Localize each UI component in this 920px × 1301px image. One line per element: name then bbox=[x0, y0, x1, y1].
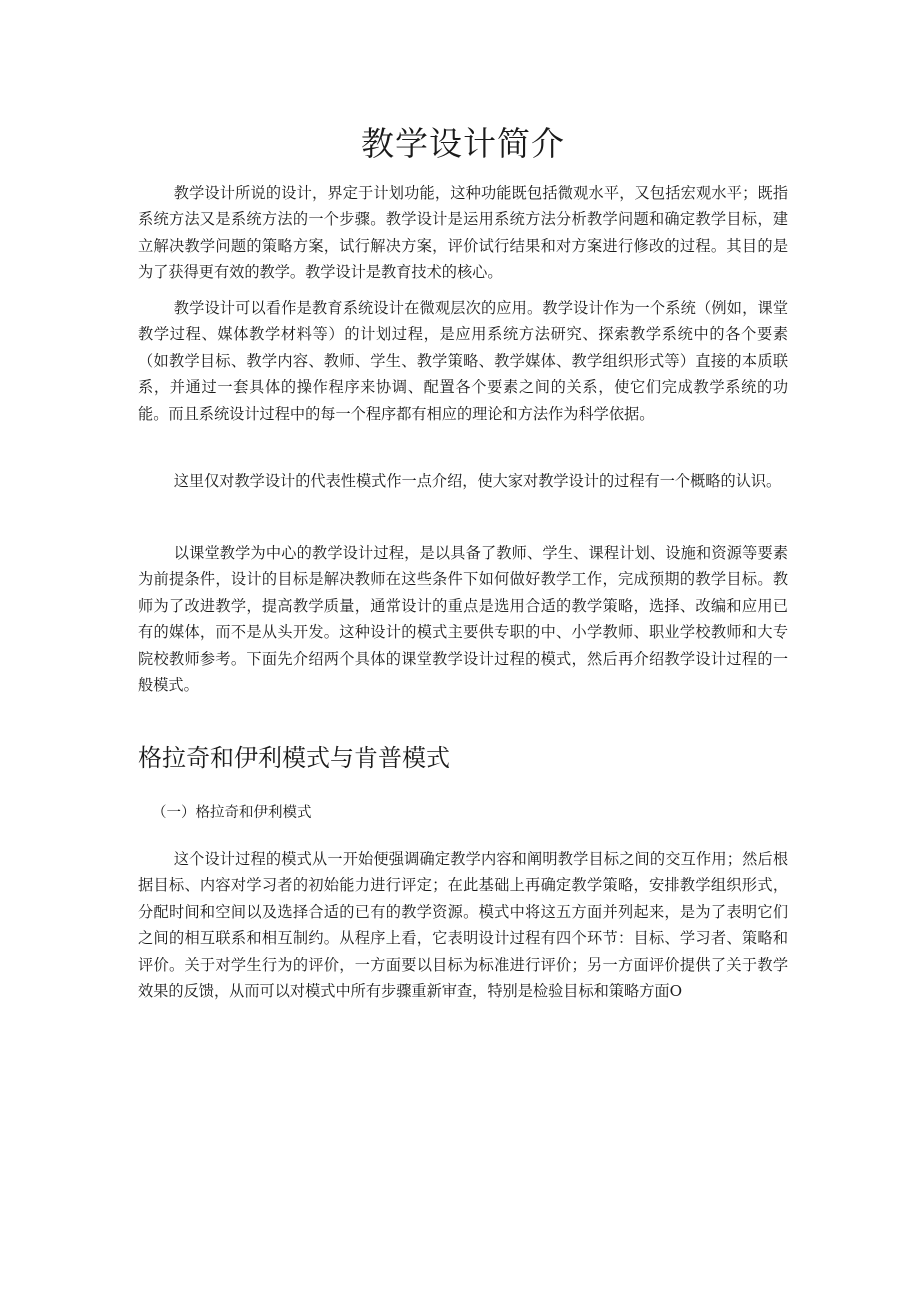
paragraph-system-application: 教学设计可以看作是教育系统设计在微观层次的应用。教学设计作为一个系统（例如，课堂教学过程、媒体教学材料等）的计划过程，是应用系统方法研究、探索教学系统中的各个要素（如教学目标、教学内容、教师、学生、教学策略、教学媒体、教学组织形式等）直接的本质联系，并通过一套具体的操作程序来协调、配置各个要素之间的关系，使它们完成教学系统的功能。而且系统设计过程中的每一个程序都有相应的理论和方法作为科学依据。 bbox=[138, 299, 788, 423]
paragraph-introduction: 这里仅对教学设计的代表性模式作一点介绍，使大家对教学设计的过程有一个概略的认识。 bbox=[173, 472, 782, 490]
paragraph-gerlach-ely-model: 这个设计过程的模式从一开始便强调确定教学内容和阐明教学目标之间的交互作用；然后根据目标、内容对学习者的初始能力进行评定；在此基础上再确定教学策略，安排教学组织形式，分配时间和空间以及选择合适的已有的教学资源。模式中将这五方面并列起来，是为了表明它们之间的相互联系和相互制约。从程序上看，它表明设计过程有四个环节：目标、学习者、策略和评价。关于对学生行为的评价，一方面要以目标为标准进行评价；另一方面评价提供了关于教学效果的反馈，从而可以对模式中所有步骤重新审查，特别是检验目标和策略方面O bbox=[138, 850, 788, 1001]
paragraph-classroom-design: 以课堂教学为中心的教学设计过程，是以具备了教师、学生、课程计划、设施和资源等要素为前提条件，设计的目标是解决教师在这些条件下如何做好教学工作，完成预期的教学目标。教师为了改进教学，提高教学质量，通常设计的重点是选用合适的教学策略，选择、改编和应用已有的媒体，而不是从头开发。这种设计的模式主要供专职的中、小学教师、职业学校教师和大专院校教师参考。下面先介绍两个具体的课堂教学设计过程的模式，然后再介绍教学设计过程的一般模式。 bbox=[138, 544, 788, 695]
paragraph-definition: 教学设计所说的设计，界定于计划功能，这种功能既包括微观水平，又包括宏观水平；既指系统方法又是系统方法的一个步骤。教学设计是运用系统方法分析教学问题和确定教学目标，建立解决教学问题的策略方案，试行解决方案，评价试行结果和对方案进行修改的过程。其目的是为了获得更有效的教学。教学设计是教育技术的核心。 bbox=[138, 184, 788, 282]
section-heading: 格拉奇和伊利模式与肯普模式 bbox=[138, 744, 450, 772]
subsection-heading: （一）格拉奇和伊利模式 bbox=[152, 805, 312, 821]
document-title: 教学设计简介 bbox=[361, 124, 565, 163]
